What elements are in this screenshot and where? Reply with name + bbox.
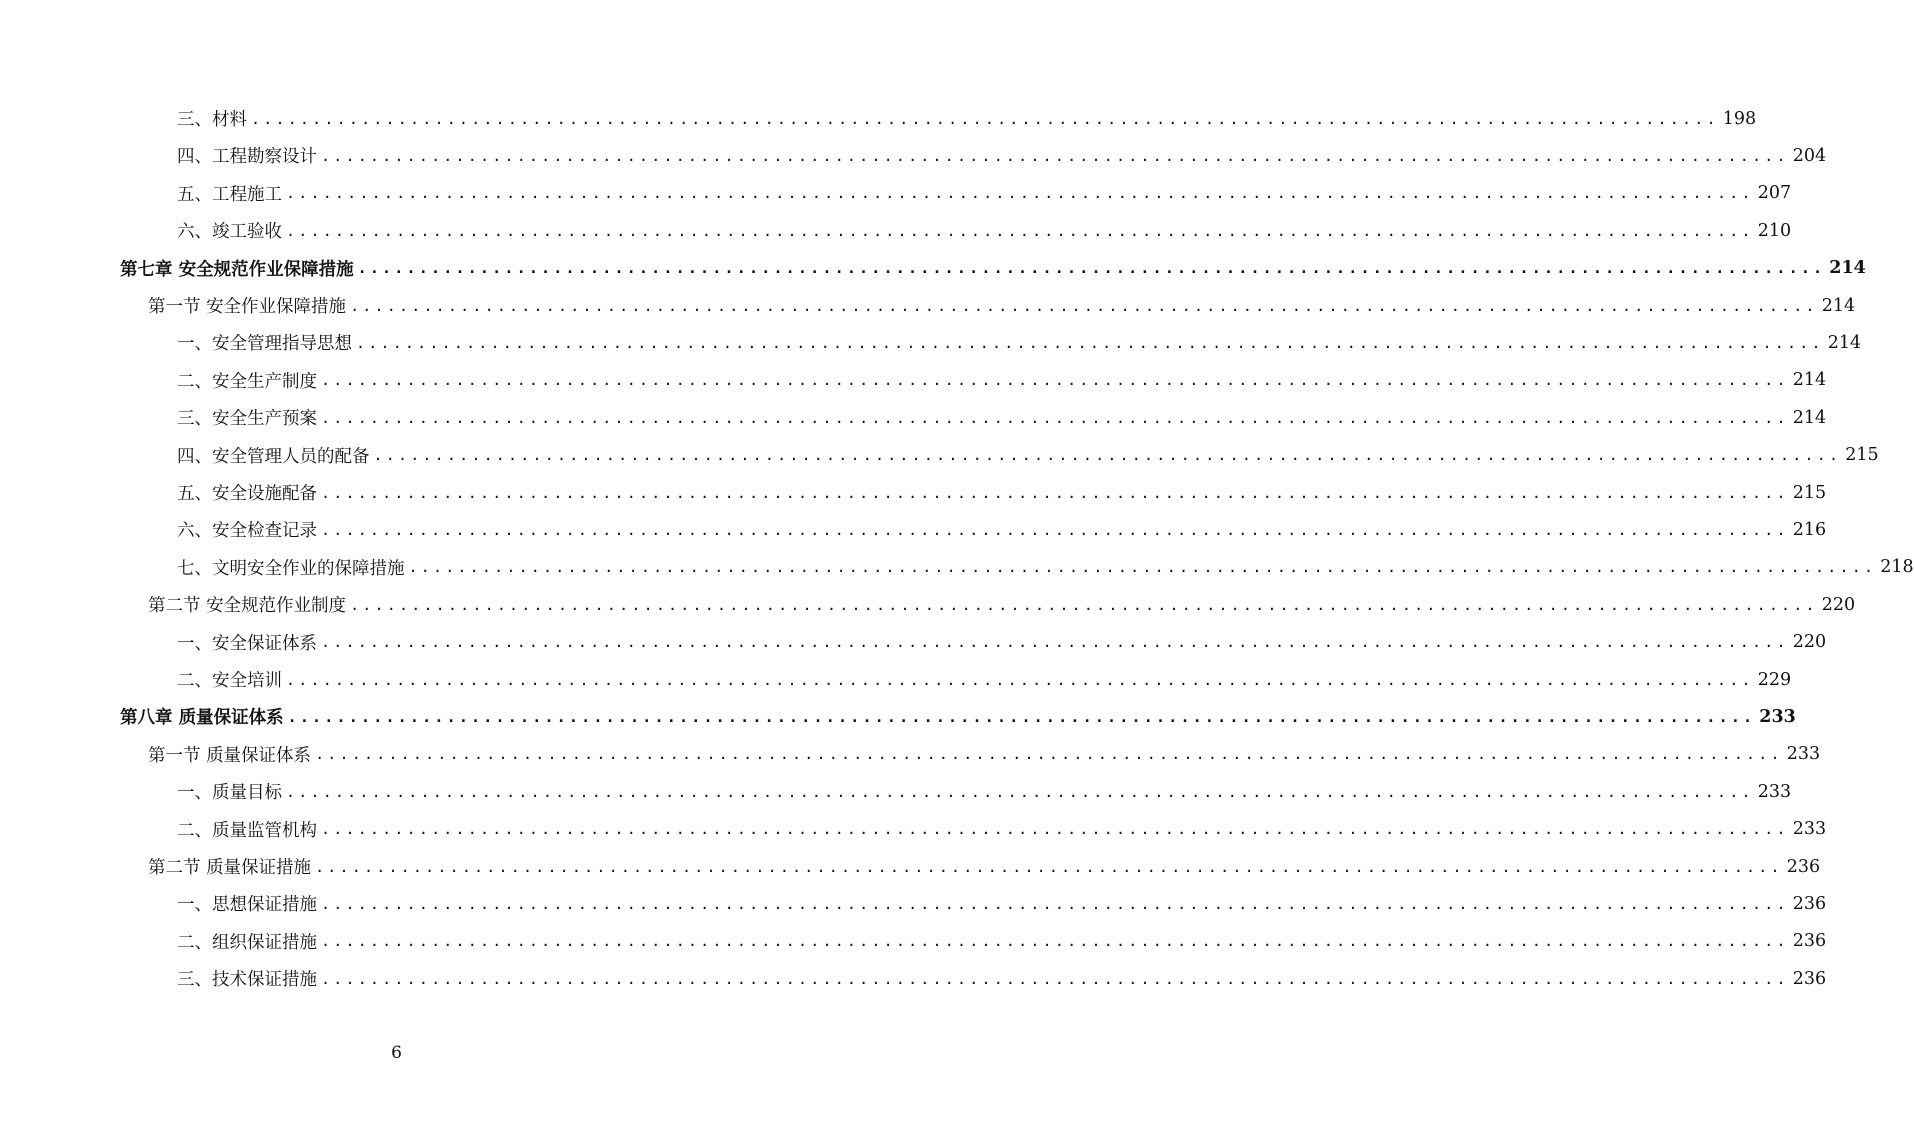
toc-entry-title: 七、文明安全作业的保障措施	[177, 558, 405, 579]
toc-dot-leader: ........................................................................................................................	[321, 633, 1789, 652]
toc-entry-title: 四、工程勘察设计	[177, 147, 317, 168]
toc-entry-title: 五、工程施工	[177, 184, 282, 205]
toc-entry-title: 一、安全管理指导思想	[177, 334, 352, 355]
toc-dot-leader: ........................................................................................................................	[373, 446, 1842, 465]
toc-entry-title: 六、安全检查记录	[177, 521, 317, 542]
toc-entry[interactable]	[177, 399, 1827, 436]
toc-entry-title: 二、安全培训	[177, 671, 282, 691]
toc-entry[interactable]	[148, 586, 1856, 623]
toc-entry[interactable]	[177, 100, 1757, 137]
toc-entry[interactable]	[177, 811, 1827, 848]
toc-entry[interactable]	[177, 549, 1914, 586]
page-number: 6	[391, 1043, 402, 1063]
toc-entry-title: 一、思想保证措施	[177, 895, 317, 916]
toc-entry[interactable]	[148, 848, 1821, 885]
toc-dot-leader: ........................................................................................................................	[321, 969, 1789, 988]
toc-dot-leader: ........................................................................................................................	[315, 857, 1783, 876]
toc-entry-page: 236	[1792, 931, 1827, 952]
toc-entry-page: 229	[1757, 669, 1792, 690]
toc-entry[interactable]	[177, 437, 1879, 474]
toc-entry[interactable]	[177, 624, 1827, 661]
toc-entry-page: 236	[1786, 856, 1821, 877]
toc-entry-title: 四、安全管理人员的配备	[177, 446, 370, 467]
toc-entry[interactable]	[177, 511, 1827, 548]
toc-entry-page: 214	[1792, 370, 1827, 391]
toc-entry-page: 216	[1792, 519, 1827, 540]
toc-dot-leader: ........................................................................................................................	[321, 820, 1789, 839]
toc-entry[interactable]	[177, 362, 1827, 399]
toc-entry-page: 204	[1792, 145, 1827, 166]
toc-dot-leader: ........................................................................................................................	[251, 109, 1719, 128]
toc-entry-title: 三、材料	[177, 110, 247, 130]
toc-entry-page: 210	[1757, 220, 1792, 241]
toc-entry[interactable]	[177, 137, 1827, 174]
toc-entry-title: 二、安全生产制度	[177, 371, 317, 392]
toc-dot-leader: ........................................................................................................................	[357, 259, 1826, 278]
toc-dot-leader: ........................................................................................................................	[286, 221, 1754, 240]
toc-dot-leader: ........................................................................................................................	[287, 707, 1756, 726]
toc-entry-page: 214	[1829, 258, 1866, 279]
toc-entry[interactable]	[148, 287, 1856, 324]
toc-entry[interactable]	[148, 736, 1821, 773]
toc-entry-page: 214	[1821, 295, 1856, 316]
toc-entry-page: 220	[1821, 594, 1856, 615]
toc-entry-title: 二、组织保证措施	[177, 932, 317, 953]
toc-dot-leader: ........................................................................................................................	[286, 184, 1754, 203]
toc-dot-leader: ........................................................................................................................	[321, 932, 1789, 951]
toc-entry[interactable]	[177, 324, 1862, 361]
toc-entry-page: 220	[1792, 632, 1827, 653]
toc-dot-leader: ........................................................................................................................	[321, 894, 1789, 913]
toc-dot-leader: ........................................................................................................................	[321, 483, 1789, 502]
toc-entry-title: 第二节 安全规范作业制度	[148, 596, 347, 617]
toc-entry[interactable]	[120, 698, 1796, 735]
toc-entry-title: 第七章 安全规范作业保障措施	[120, 259, 354, 280]
toc-entry[interactable]	[177, 773, 1792, 810]
toc-entry-page: 215	[1792, 482, 1827, 503]
toc-entry-page: 233	[1786, 744, 1821, 765]
toc-entry[interactable]	[177, 923, 1827, 960]
toc-dot-leader: ........................................................................................................................	[315, 745, 1783, 764]
toc-dot-leader: ........................................................................................................................	[286, 670, 1754, 689]
toc-dot-leader: ........................................................................................................................	[286, 782, 1754, 801]
toc-dot-leader: ........................................................................................................................	[356, 333, 1824, 352]
toc-dot-leader: ........................................................................................................................	[408, 558, 1877, 577]
toc-entry-title: 第一节 质量保证体系	[148, 745, 312, 766]
toc-entry[interactable]	[177, 661, 1792, 698]
toc-entry-page: 214	[1792, 407, 1827, 428]
toc-entry-title: 第一节 安全作业保障措施	[148, 297, 347, 317]
toc-entry-title: 一、安全保证体系	[177, 633, 317, 654]
toc-entry-page: 233	[1792, 819, 1827, 840]
toc-entry-page: 214	[1827, 332, 1862, 353]
toc-entry-page: 215	[1845, 445, 1879, 466]
toc-entry-page: 233	[1757, 781, 1792, 802]
toc-dot-leader: ........................................................................................................................	[321, 371, 1789, 390]
toc-entry-title: 三、技术保证措施	[177, 970, 317, 991]
toc-entry[interactable]	[177, 212, 1792, 249]
toc-entry[interactable]	[120, 250, 1866, 287]
toc-entry[interactable]	[177, 175, 1792, 212]
toc-entry-page: 207	[1757, 183, 1792, 204]
toc-entry-title: 一、质量目标	[177, 783, 282, 804]
toc-entry-page: 236	[1792, 893, 1827, 914]
toc-dot-leader: ........................................................................................................................	[321, 520, 1789, 539]
toc-entry-page: 233	[1759, 706, 1796, 727]
toc-entry[interactable]	[177, 885, 1827, 922]
toc-dot-leader: ........................................................................................................................	[321, 408, 1789, 427]
toc-entry-title: 第八章 质量保证体系	[120, 708, 284, 729]
toc-entry[interactable]	[177, 474, 1827, 511]
toc-dot-leader: ........................................................................................................................	[350, 296, 1818, 315]
toc-entry-page: 198	[1722, 108, 1757, 129]
toc-entry-title: 五、安全设施配备	[177, 484, 317, 504]
toc-entry-page: 218	[1880, 557, 1914, 578]
toc-dot-leader: ........................................................................................................................	[321, 146, 1789, 165]
toc-entry-title: 三、安全生产预案	[177, 409, 317, 430]
toc-entry-title: 第二节 质量保证措施	[148, 858, 312, 878]
toc-dot-leader: ........................................................................................................................	[350, 595, 1818, 614]
toc-entry-title: 二、质量监管机构	[177, 820, 317, 841]
toc-entry[interactable]	[177, 960, 1827, 997]
toc-entry-page: 236	[1792, 968, 1827, 989]
toc-entry-title: 六、竣工验收	[177, 222, 282, 243]
